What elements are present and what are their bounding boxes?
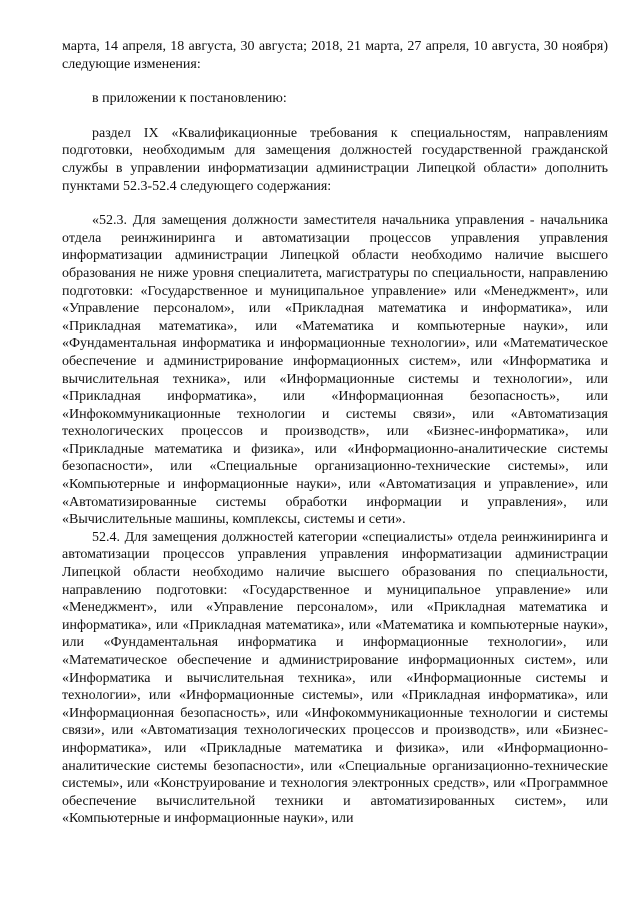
document-page [62,38,608,828]
item-52-4-paragraph: 52.4. Для замещения должностей категории «специалисты» отдела реинжиниринга и автоматизации процессов управления управления информатизации администрации Липецкой области необходимо наличие высшего образования по специальности, направлению подготовки: «Государственное и муниципальное управление» или «Менеджмент», или «Управление персоналом», или «Прикладная математика и информатика», или «Прикладная математика», или «Математика и компьютерные науки», или «Фундаментальная информатика и информационные технологии», или «Математическое обеспечение и администрирование информационных систем», или «Информатика и вычислительная техника», или «Информационные системы и технологии», или «Информационные системы», или «Прикладная информатика», или «Информационная безопасность», или «Инфокоммуникационные технологии и системы связи», или «Автоматизация технологических процессов и производств», или «Бизнес-информатика», или «Прикладные математика и физика», или «Информационно-аналитические системы безопасности», или «Специальные организационно-технические системы», или «Конструирование и технология электронных средств», или «Программное обеспечение вычислительной техники и автоматизированных систем», или «Компьютерные и информационные науки», или [62,529,608,827]
section-ix-paragraph: раздел IX «Квалификационные требования к специальностям, направлениям подготовки, необходимым для замещения должностей государственной гражданской службы в управлении информатизации администрации Липецкой области» дополнить пунктами 52.3-52.4 следующего содержания: [62,125,608,194]
annex-paragraph: в приложении к постановлению: [92,91,287,107]
intro-paragraph: марта, 14 апреля, 18 августа, 30 августа; 2018, 21 марта, 27 апреля, 10 августа, 30 ноября) следующие изменения: [62,39,608,72]
item-52-3-paragraph: «52.3. Для замещения должности заместителя начальника управления - начальника отдела реинжиниринга и автоматизации процессов управления управления информатизации администрации Липецкой области необходимо наличие высшего образования не ниже уровня специалитета, магистратуры по специальности, направлению подготовки: «Государственное и муниципальное управление» или «Менеджмент», или «Управление персоналом», или «Прикладная математика и информатика», или «Прикладная математика», или «Математика и компьютерные науки», или «Фундаментальная информатика и информационные технологии», или «Математическое обеспечение и администрирование информационных систем», или «Информатика и вычислительная техника», или «Информационные системы и технологии», или «Прикладная информатика», или «Информационная безопасность», или «Инфокоммуникационные технологии и системы связи», или «Автоматизация технологических процессов и производств», или «Бизнес-информатика», или «Прикладные математика и физика», или «Информационно-аналитические системы безопасности», или «Специальные организационно-технические системы», или «Компьютерные и информационные науки», или «Автоматизация и управление», или «Автоматизированные системы обработки информации и управления», или «Вычислительные машины, комплексы, системы и сети». [62,213,608,528]
